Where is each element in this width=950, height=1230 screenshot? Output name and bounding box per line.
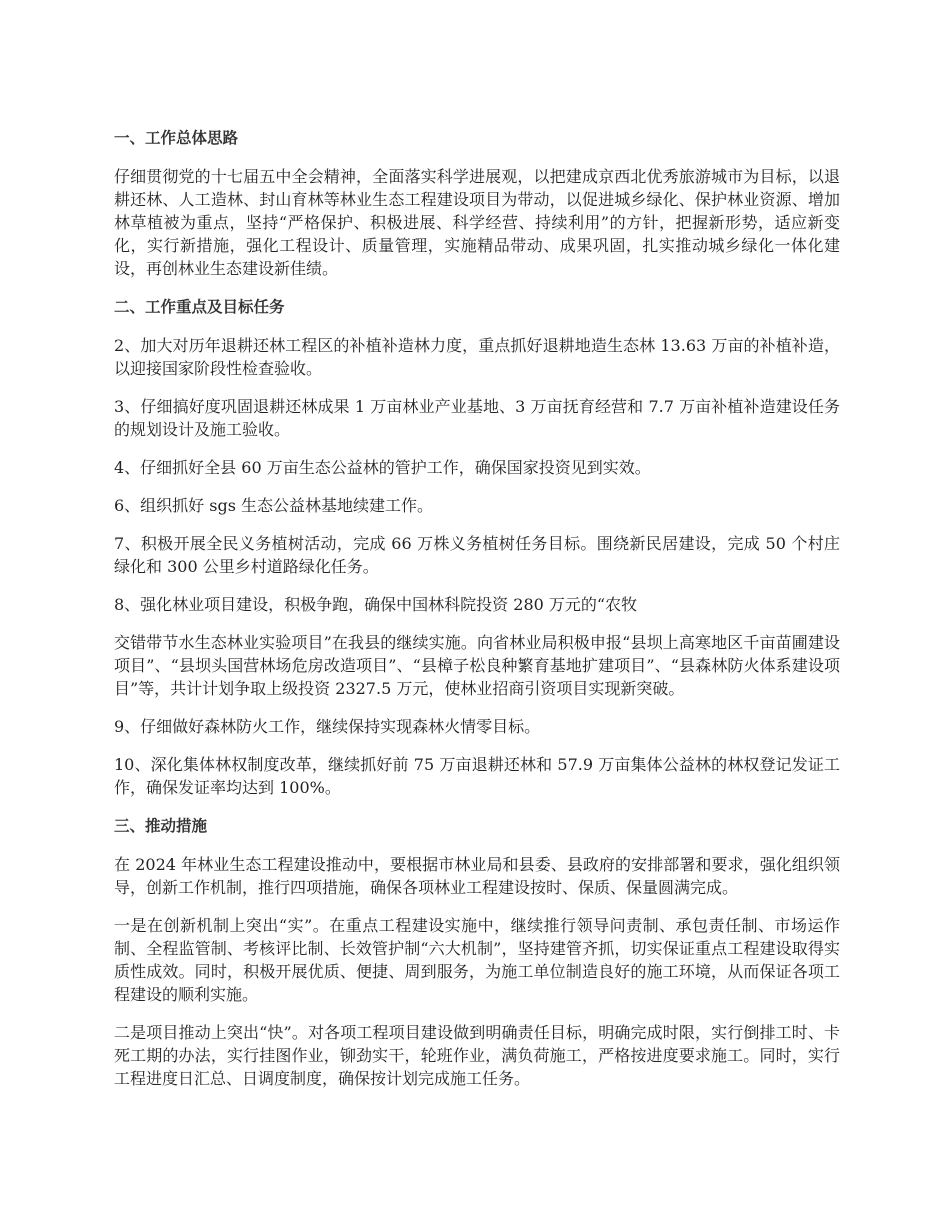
document-body	[114, 126, 840, 1105]
section-heading-key-tasks: 二、工作重点及目标任务	[114, 297, 285, 316]
paragraph-measure-1: 一是在创新机制上突出“实”。在重点工程建设实施中，继续推行领导问责制、承包责任制、市场运作制、全程监管制、考核评比制、长效管护制“六大机制”，坚持建管齐抓，切实保证重点工程建设取得实质性成效。同时，积极开展优质、便捷、周到服务，为施工单位制造良好的施工环境，从而保证各项工程建设的顺利实施。	[114, 916, 840, 1004]
paragraph-measure-2: 二是项目推动上突出“快”。对各项工程项目建设做到明确责任目标，明确完成时限，实行倒排工时、卡死工期的办法，实行挂图作业，铆劲实干，轮班作业，满负荷施工，严格按进度要求施工。同时，实行工程进度日汇总、日调度制度，确保按计划完成施工任务。	[114, 1023, 840, 1088]
task-item-8: 8、强化林业项目建设，积极争跑，确保中国林科院投资 280 万元的“农牧	[114, 595, 638, 614]
task-item-7: 7、积极开展全民义务植树活动，完成 66 万株义务植树任务目标。围绕新民居建设，完成 50 个村庄绿化和 300 公里乡村道路绿化任务。	[114, 534, 840, 576]
task-item-8-continued: 交错带节水生态林业实验项目”在我县的继续实施。向省林业局积极申报“县坝上高寒地区千亩苗圃建设项目”、“县坝头国营林场危房改造项目”、“县樟子松良种繁育基地扩建项目”、“县森林防火体系建设项目”等，共计计划争取上级投资 2327.5 万元，使林业招商引资项目实现新突破。	[114, 633, 840, 698]
task-item-10: 10、深化集体林权制度改革，继续抓好前 75 万亩退耕还林和 57.9 万亩集体公益林的林权登记发证工作，确保发证率均达到 100%。	[114, 755, 840, 797]
task-item-2: 2、加大对历年退耕还林工程区的补植补造林力度，重点抓好退耕地造生态林 13.63 万亩的补植补造，以迎接国家阶段性检查验收。	[114, 336, 840, 378]
task-item-9: 9、仔细做好森林防火工作，继续保持实现森林火情零目标。	[114, 717, 541, 736]
paragraph-measures-intro: 在 2024 年林业生态工程建设推动中，要根据市林业局和县委、县政府的安排部署和要求，强化组织领导，创新工作机制，推行四项措施，确保各项林业工程建设按时、保质、保量圆满完成。	[114, 855, 840, 897]
task-item-3: 3、仔细搞好度巩固退耕还林成果 1 万亩林业产业基地、3 万亩抚育经营和 7.7 万亩补植补造建设任务的规划设计及施工验收。	[114, 397, 840, 439]
section-heading-measures: 三、推动措施	[114, 816, 208, 835]
paragraph-approach: 仔细贯彻党的十七届五中全会精神，全面落实科学进展观，以把建成京西北优秀旅游城市为目标，以退耕还林、人工造林、封山育林等林业生态工程建设项目为带动，以促进城乡绿化、保护林业资源、增加林草植被为重点，坚持“严格保护、积极进展、科学经营、持续利用”的方针，把握新形势，适应新变化，实行新措施，强化工程设计、质量管理，实施精品带动、成果巩固，扎实推动城乡绿化一体化建设，再创林业生态建设新佳绩。	[114, 167, 840, 278]
section-heading-work-approach: 一、工作总体思路	[114, 128, 239, 147]
task-item-6: 6、组织抓好 sgs 生态公益林基地续建工作。	[114, 496, 434, 515]
task-item-4: 4、仔细抓好全县 60 万亩生态公益林的管护工作，确保国家投资见到实效。	[114, 458, 651, 477]
